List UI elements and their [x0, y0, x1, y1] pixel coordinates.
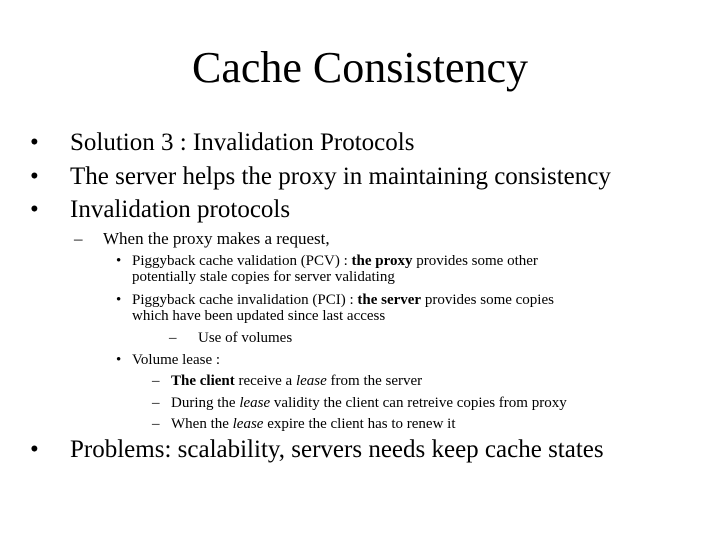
pci-text-post: provides some copies [421, 292, 554, 308]
slide-title: Cache Consistency [191, 43, 529, 92]
bullet-marker: • [30, 129, 39, 156]
lease1-italic: lease [295, 373, 327, 389]
pci-continuation: which have been updated since last access [132, 308, 386, 324]
bullet-problems: Problems: scalability, servers needs keep cache states [70, 436, 604, 463]
bullet-marker: • [30, 436, 39, 463]
bullet-marker: • [30, 196, 39, 223]
dash-marker: – [152, 373, 160, 389]
pcv-line [132, 253, 538, 270]
lease-item-3 [171, 416, 455, 433]
lease1-post: from the server [326, 373, 423, 389]
bullet-marker: • [30, 163, 39, 190]
bullet-invalidation-protocols: Invalidation protocols [70, 196, 291, 223]
lease-item-2 [171, 395, 567, 412]
pcv-text-bold: the proxy [351, 253, 413, 269]
lease3-pre: When the [171, 416, 233, 432]
bullet-solution-3: Solution 3 : Invalidation Protocols [70, 129, 415, 156]
pci-line [132, 292, 554, 309]
volumes-line: Use of volumes [198, 330, 293, 346]
bullet-server-helps: The server helps the proxy in maintaining consistency [70, 163, 611, 190]
dash-marker: – [169, 330, 177, 346]
pcv-text-pre: Piggyback cache validation (PCV) : [132, 253, 352, 269]
sub-bullet-proxy-request: When the proxy makes a request, [103, 229, 330, 248]
bullet-marker: • [116, 292, 122, 308]
lease1-bold: The client [171, 373, 235, 389]
volume-lease-line: Volume lease : [132, 352, 221, 368]
pci-text-bold: the server [357, 292, 422, 308]
lease2-italic: lease [239, 395, 271, 411]
lease3-italic: lease [232, 416, 264, 432]
lease1-mid: receive a [234, 373, 296, 389]
bullet-marker: • [116, 352, 122, 368]
lease-item-1 [171, 373, 422, 390]
dash-marker: – [152, 416, 160, 432]
lease2-post: validity the client can retreive copies from proxy [270, 395, 567, 411]
lease2-pre: During the [171, 395, 240, 411]
dash-marker: – [152, 395, 160, 411]
dash-marker: – [74, 229, 83, 248]
pcv-continuation: potentially stale copies for server validating [132, 269, 395, 285]
pci-text-pre: Piggyback cache invalidation (PCI) : [132, 292, 358, 308]
lease3-post: expire the client has to renew it [263, 416, 456, 432]
pcv-text-post: provides some other [412, 253, 538, 269]
bullet-marker: • [116, 253, 122, 269]
